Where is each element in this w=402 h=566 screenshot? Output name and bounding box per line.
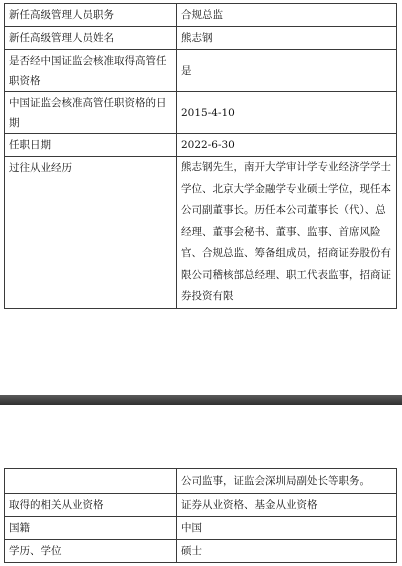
row-label-name: 新任高级管理人员姓名 <box>5 27 177 50</box>
continuation-label-empty <box>5 469 177 494</box>
row-value-nationality: 中国 <box>177 517 397 540</box>
row-label-nationality: 国籍 <box>5 517 177 540</box>
row-label-education: 学历、学位 <box>5 540 177 563</box>
table-row <box>5 517 397 540</box>
row-value-name: 熊志钢 <box>177 27 397 50</box>
row-label-approval-date: 中国证监会核准高管任职资格的日期 <box>5 92 177 134</box>
table-row <box>5 540 397 563</box>
row-value-qualification: 证券从业资格、基金从业资格 <box>177 494 397 517</box>
table-row <box>5 27 397 50</box>
table-row <box>5 157 397 309</box>
row-label-approval: 是否经中国证监会核准取得高管任职资格 <box>5 50 177 92</box>
table-row <box>5 92 397 134</box>
row-label-experience: 过往从业经历 <box>5 157 177 309</box>
row-label-position: 新任高级管理人员职务 <box>5 4 177 27</box>
row-label-start-date: 任职日期 <box>5 134 177 157</box>
row-value-approval-date: 2015-4-10 <box>177 92 397 134</box>
row-value-education: 硕士 <box>177 540 397 563</box>
table-row <box>5 469 397 494</box>
announcement-table-page1 <box>4 3 397 309</box>
table-row <box>5 494 397 517</box>
row-label-qualification: 取得的相关从业资格 <box>5 494 177 517</box>
page-break-bar <box>0 395 402 405</box>
row-value-approval: 是 <box>177 50 397 92</box>
table-row <box>5 4 397 27</box>
table-row <box>5 50 397 92</box>
row-value-start-date: 2022-6-30 <box>177 134 397 157</box>
row-value-position: 合规总监 <box>177 4 397 27</box>
announcement-table-page2 <box>4 468 397 563</box>
table-row <box>5 134 397 157</box>
row-value-experience-continued: 公司监事，证监会深圳局副处长等职务。 <box>177 469 397 494</box>
row-value-experience: 熊志钢先生，南开大学审计学专业经济学学士学位、北京大学金融学专业硕士学位，现任本公司副董事长。历任本公司董事长（代）、总经理、董事会秘书、董事、监事、首席风险官、合规总监、筹备组成员，招商证券股份有限公司稽核部总经理、职工代表监事，招商证券投资有限 <box>177 157 397 309</box>
